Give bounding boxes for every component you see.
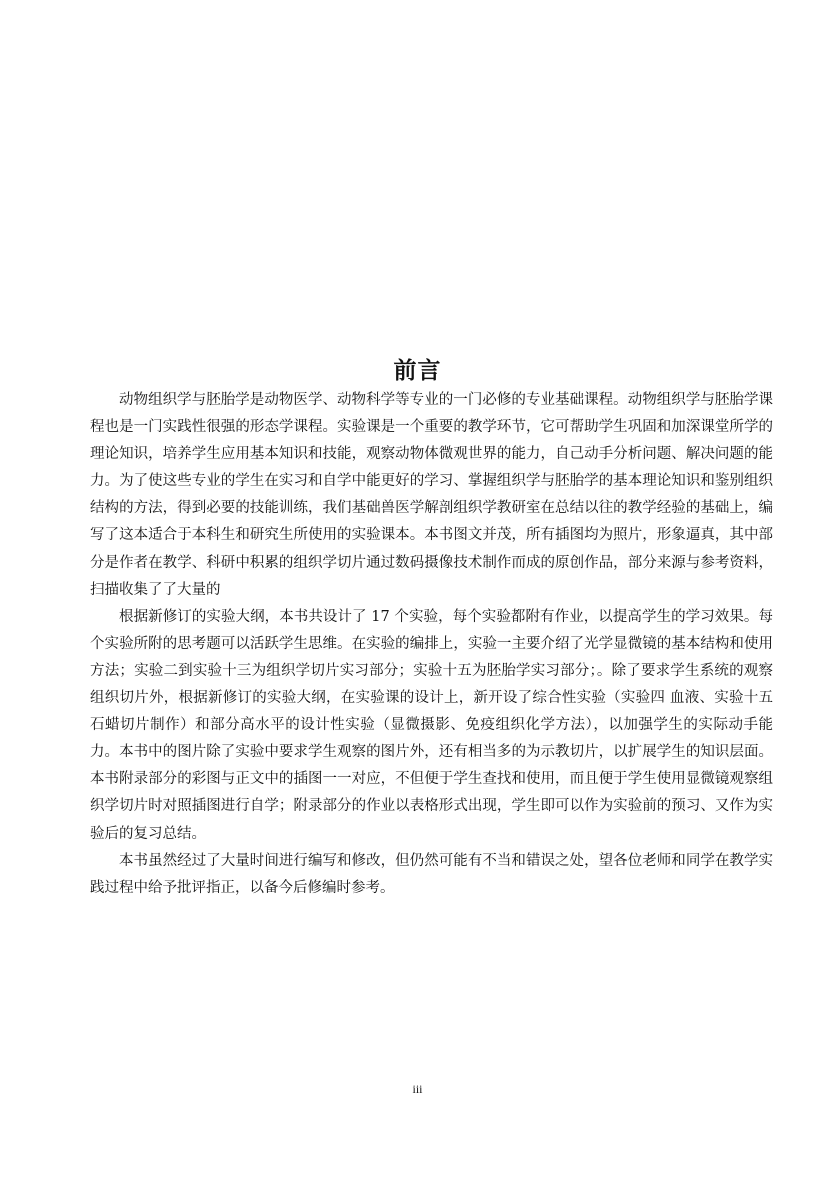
paragraph-2: 根据新修订的实验大纲，本书共设计了 17 个实验，每个实验都附有作业，以提高学生的学习效果。每个实验所附的思考题可以活跃学生思维。在实验的编排上，实验一主要介绍了光学显微镜的基本结构和使用方法；实验二到实验十三为组织学切片实习部分；实验十五为胚胎学实习部分；。除了要求学生系统的观察组织切片外，根据新修订的实验大纲，在实验课的设计上，新开设了综合性实验（实验四 血液、实验十五石蜡切片制作）和部分高水平的设计性实验（显微摄影、免疫组织化学方法），以加强学生的实际动手能力。本书中的图片除了实验中要求学生观察的图片外，还有相当多的为示教切片，以扩展学生的知识层面。本书附录部分的彩图与正文中的插图一一对应，不但便于学生查找和使用，而且便于学生使用显微镜观察组织学切片时对照插图进行自学；附录部分的作业以表格形式出现，学生即可以作为实验前的预习、又作为实验后的复习总结。 bbox=[90, 608, 773, 842]
preface-body bbox=[90, 387, 773, 902]
paragraph-3: 本书虽然经过了大量时间进行编写和修改，但仍然可能有不当和错误之处，望各位老师和同学在教学实践过程中给予批评指正，以备今后修编时参考。 bbox=[90, 852, 773, 896]
paragraph-1: 动物组织学与胚胎学是动物医学、动物科学等专业的一门必修的专业基础课程。动物组织学与胚胎学课程也是一门实践性很强的形态学课程。实验课是一个重要的教学环节，它可帮助学生巩固和加深课堂所学的理论知识，培养学生应用基本知识和技能，观察动物体微观世界的能力，自己动手分析问题、解决问题的能力。为了使这些专业的学生在实习和自学中能更好的学习、掌握组织学与胚胎学的基本理论知识和鉴别组织结构的方法，得到必要的技能训练，我们基础兽医学解剖组织学教研室在总结以往的教学经验的基础上，编写了这本适合于本科生和研究生所使用的实验课本。本书图文并茂，所有插图均为照片，形象逼真，其中部分是作者在教学、科研中积累的组织学切片通过数码摄像技术制作而成的原创作品，部分来源与参考资料，扫描收集了了大量的 bbox=[90, 392, 773, 598]
page-title: 前言 bbox=[393, 358, 442, 384]
page-number: iii bbox=[412, 1082, 423, 1096]
